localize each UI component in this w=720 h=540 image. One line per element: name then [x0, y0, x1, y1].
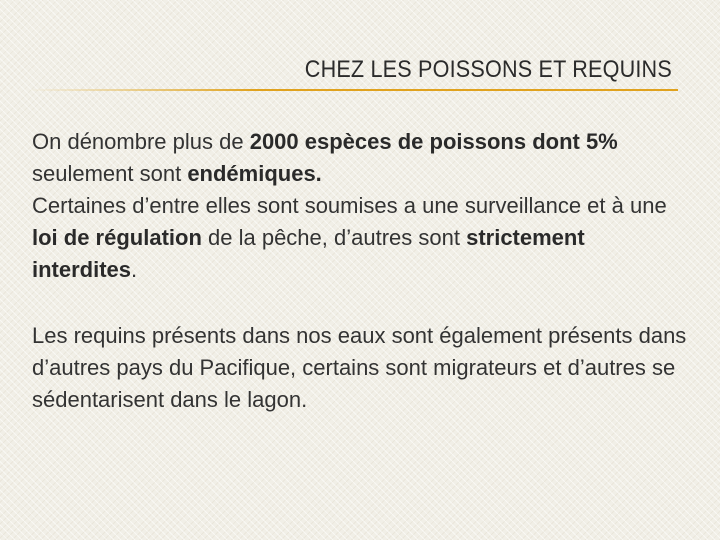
paragraph-sharks — [32, 320, 692, 416]
slide-body — [32, 126, 692, 416]
text-run: . — [131, 257, 138, 282]
paragraph-regulation — [32, 190, 692, 286]
slide-title: CHEZ LES POISSONS ET REQUINS — [304, 56, 672, 83]
paragraph-species — [32, 126, 692, 190]
emphasis-regulation: loi de régulation — [32, 225, 202, 250]
text-run: seulement sont — [32, 161, 188, 186]
text-run: Certaines d’entre elles sont soumises a une surveillance et à une — [32, 193, 667, 218]
emphasis-endemic: endémiques. — [187, 161, 322, 186]
text-run: Les requins présents dans nos eaux sont également présents dans d’autres pays du Pacifique, certains sont migrateurs et d’autres se sédentarisent dans le lagon. — [32, 323, 687, 412]
text-run: de la pêche, d’autres sont — [201, 225, 467, 250]
emphasis-species-count: 2000 espèces de poissons dont 5% — [249, 129, 618, 154]
emphasis-forbidden: strictement interdites — [32, 225, 585, 282]
text-run: On dénombre plus de — [32, 129, 250, 154]
paragraph-spacer — [32, 286, 692, 320]
title-underline — [28, 89, 678, 91]
